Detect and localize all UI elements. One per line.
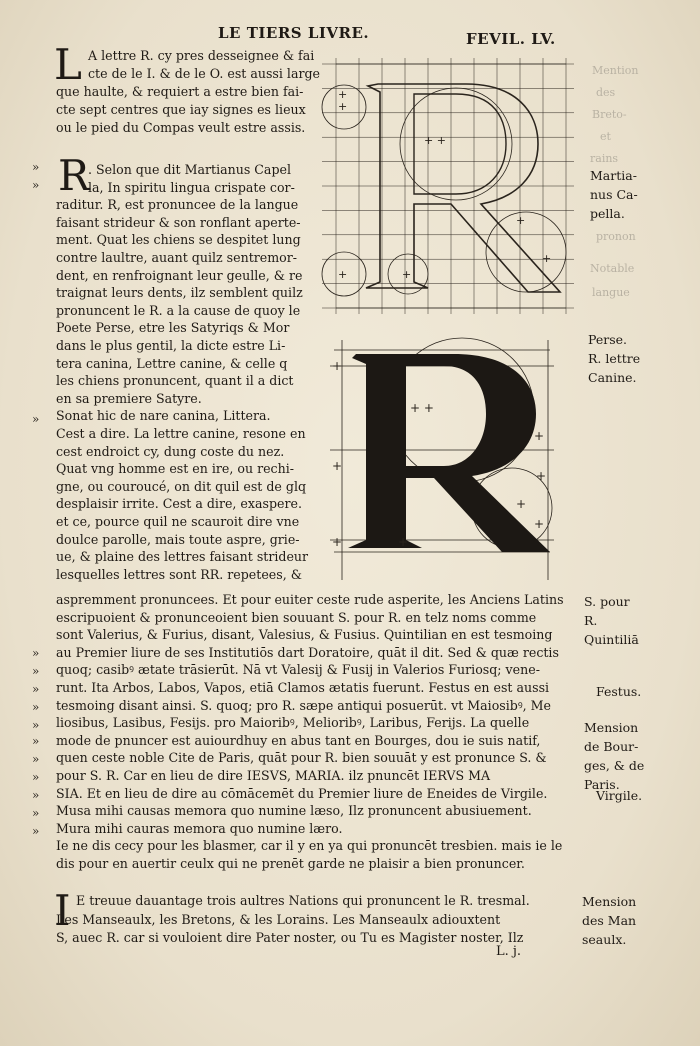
paragraph2-full-line: mode de pnuncer est auiourdhuy en abus tant en Bourges, dou ie suis natif, <box>56 732 541 748</box>
paragraph2-full-line: Ie ne dis cecy pour les blasmer, car il y en ya qui pronuncēt tresbien. mais ie le <box>56 838 563 854</box>
quote-marker: » <box>32 752 40 766</box>
svg-text:+: + <box>332 535 343 549</box>
margin-note: Mension <box>582 894 637 909</box>
paragraph2-line: ue, & plaine des lettres faisant strideur <box>56 549 309 565</box>
bleed-through-4: et <box>600 130 611 143</box>
paragraph2-line: Quat vng homme est en ire, ou rechi- <box>56 461 295 477</box>
bleed-through-3: Breto- <box>592 108 627 121</box>
paragraph2-line: desplaisir irrite. Cest a dire, exaspere. <box>56 496 302 512</box>
quote-marker: » <box>32 664 40 678</box>
margin-note: seaulx. <box>582 932 627 947</box>
paragraph2-line: lesquelles lettres sont RR. repetees, & <box>56 566 302 582</box>
svg-text:+: + <box>338 100 348 113</box>
paragraph3-line: Les Manseaulx, les Bretons, & les Lorains. Les Manseaulx adiouxtent <box>56 911 501 927</box>
signature-mark: L. j. <box>496 944 522 959</box>
paragraph2-line: gne, ou couroucé, on dit quil est de glq <box>56 478 307 494</box>
paragraph2-line: contre laultre, auant quilz sentremor- <box>56 250 298 265</box>
quote-marker: » <box>32 412 40 426</box>
paragraph3-line: S, auec R. car si vouloient dire Pater noster, ou Tu es Magister noster, Ilz <box>56 930 524 945</box>
dropcap-r: R <box>58 151 90 200</box>
paragraph2-line: cest endroict cy, dung coste du nez. <box>56 443 285 459</box>
margin-note: Quintiliā <box>584 632 639 647</box>
paragraph2-full-line: Musa mihi causas memora quo numine læso, Ilz pronuncent abusiuement. <box>56 803 532 819</box>
margin-note: Festus. <box>596 684 642 699</box>
paragraph2-line: Poete Perse, etre les Satyriqs & Mor <box>56 320 290 336</box>
paragraph2-line: traignat leurs dents, ilz semblent quilz <box>56 285 303 301</box>
paragraph2-full-line: liosibus, Lasibus, Fesijs. pro Maioribꝰ, Melioribꝰ, Laribus, Ferijs. La quelle <box>56 715 530 731</box>
paragraph2-full-line: escripuoient & pronunceoient bien souuant S. pour R. en telz noms comme <box>56 609 537 625</box>
quote-marker: » <box>32 700 40 714</box>
margin-note: Virgile. <box>596 788 643 803</box>
paragraph2-full-line: aspremment pronuncees. Et pour euiter ceste rude asperite, les Anciens Latins <box>56 592 564 607</box>
svg-text:+ +: + + <box>424 134 446 147</box>
quote-marker: » <box>32 734 40 748</box>
running-head: LE TIERS LIVRE. <box>218 24 370 42</box>
paragraph2-full-line: runt. Ita Arbos, Labos, Vapos, etiā Clamos ætatis fuerunt. Festus en est aussi <box>56 680 550 695</box>
svg-text:+: + <box>534 517 545 531</box>
paragraph2-full-line: tesmoing disant ainsi. S. quoq; pro R. sæpe antiqui posuerūt. vt Maiosibꝰ, Me <box>56 697 551 713</box>
svg-text:+: + <box>332 359 343 373</box>
quote-marker: » <box>32 788 40 802</box>
paragraph2-line: . Selon que dit Martianus Capel <box>88 162 291 177</box>
paragraph2-line: tera canina, Lettre canine, & celle q <box>56 355 288 371</box>
margin-note: Perse. <box>588 332 628 347</box>
paragraph2-full-line: sont Valerius, & Furius, disant, Valesius, & Fusius. Quintilian en est tesmoing <box>56 627 553 643</box>
margin-note: R. <box>584 613 598 628</box>
margin-note: des Man <box>582 913 637 928</box>
paragraph2-full-line: quoq; casibꝰ ætate trāsierūt. Nā vt Valesij & Fusij in Valerios Furiosq; vene- <box>56 662 540 678</box>
paragraph2-full-line: SIA. Et en lieu de dire au cōmācemēt du Premier liure de Eneides de Virgile. <box>56 785 548 801</box>
quote-marker: » <box>32 160 40 174</box>
margin-note: ges, & de <box>584 758 645 773</box>
svg-text:+: + <box>534 429 545 443</box>
margin-note: pella. <box>590 206 625 221</box>
paragraph2-line: pronuncent le R. a la cause de quoy le <box>56 302 301 318</box>
paragraph2-line: Cest a dire. La lettre canine, resone en <box>56 426 306 441</box>
margin-note: Paris. <box>584 777 620 792</box>
svg-text:+: + <box>338 88 348 101</box>
paragraph2-full-line: quen ceste noble Cite de Paris, quāt pour R. bien souuāt y est pronunce S. & <box>56 750 547 766</box>
bleed-through-2: des <box>596 86 616 99</box>
paragraph2-line: dans le plus gentil, la dicte estre Li- <box>56 338 286 353</box>
paragraph2-full-line: au Premier liure de ses Institutiōs dart Doratoire, quāt il dit. Sed & quæ rectis <box>56 644 559 660</box>
bleed-through-7: Notable <box>590 262 635 275</box>
paragraph2-full-line: dis pour en auertir ceulx qui ne prenēt garde ne plaisir a bien pronuncer. <box>56 856 525 871</box>
folio-number: FEVIL. LV. <box>466 30 556 48</box>
paragraph1-line: cte de le I. & de le O. est aussi large <box>88 66 320 81</box>
paragraph1-line: ou le pied du Compas veult estre assis. <box>56 120 306 135</box>
dropcap-l: L <box>54 40 82 89</box>
paragraph3-line: E treuue dauantage trois aultres Nations qui pronuncent le R. tresmal. <box>76 893 530 908</box>
paragraph2-line: doulce parolle, mais toute aspre, grie- <box>56 531 300 547</box>
margin-note: de Bour- <box>584 739 639 754</box>
svg-text:+ +: + + <box>410 401 434 415</box>
quote-marker: » <box>32 682 40 696</box>
margin-note: Mension <box>584 720 639 735</box>
quote-marker: » <box>32 806 40 820</box>
paragraph2-line: ment. Quat les chiens se despitet lung <box>56 232 301 248</box>
svg-text:+: + <box>516 214 526 227</box>
quote-marker: » <box>32 646 40 660</box>
paragraph2-line: les chiens pronuncent, quant il a dict <box>56 373 294 389</box>
quote-marker: » <box>32 178 40 192</box>
svg-text:+: + <box>338 268 348 281</box>
quote-marker: » <box>32 824 40 838</box>
svg-text:+: + <box>542 252 552 265</box>
svg-text:+: + <box>332 459 343 473</box>
paragraph2-line: et ce, pource quil ne scauroit dire vne <box>56 514 300 529</box>
svg-text:+: + <box>536 469 547 483</box>
paragraph1-line: cte sept centres que iay signes es lieux <box>56 102 306 117</box>
r-letterform-solid <box>322 330 562 594</box>
margin-note: R. lettre <box>588 351 641 366</box>
paragraph1-line: A lettre R. cy pres desseignee & fai <box>88 48 315 63</box>
paragraph2-line: dent, en renfroignant leur geulle, & re <box>56 267 303 283</box>
margin-note: Canine. <box>588 370 637 385</box>
paragraph2-full-line: Mura mihi cauras memora quo numine læro. <box>56 820 343 836</box>
svg-text:+: + <box>402 268 412 281</box>
margin-note: Martia- <box>590 168 637 183</box>
dropcap-i: I <box>54 886 71 935</box>
svg-text:+: + <box>516 497 527 511</box>
quote-marker: » <box>32 770 40 784</box>
paragraph2-line: raditur. R, est pronuncee de la langue <box>56 197 299 213</box>
paragraph2-line: la, In spiritu lingua crispate cor- <box>88 179 295 195</box>
r-construction-diagram <box>316 52 580 322</box>
quote-marker: » <box>32 718 40 732</box>
paragraph2-line: faisant strideur & son ronflant aperte- <box>56 214 301 230</box>
bleed-through-5: rains <box>590 152 619 165</box>
paragraph2-full-line: pour S. R. Car en lieu de dire IESVS, MARIA. ilz pnuncēt IERVS MA <box>56 768 491 783</box>
margin-note: S. pour <box>584 594 630 609</box>
paragraph2-line: en sa premiere Satyre. <box>56 390 202 406</box>
svg-text:+: + <box>398 535 409 549</box>
paragraph2-line: Sonat hic de nare canina, Littera. <box>56 408 271 424</box>
margin-note: nus Ca- <box>590 187 638 202</box>
paragraph1-line: que haulte, & requiert a estre bien fai- <box>56 84 304 99</box>
bleed-through-1: Mention <box>592 64 639 77</box>
bleed-through-6: pronon <box>596 230 636 243</box>
bleed-through-8: langue <box>592 286 630 299</box>
